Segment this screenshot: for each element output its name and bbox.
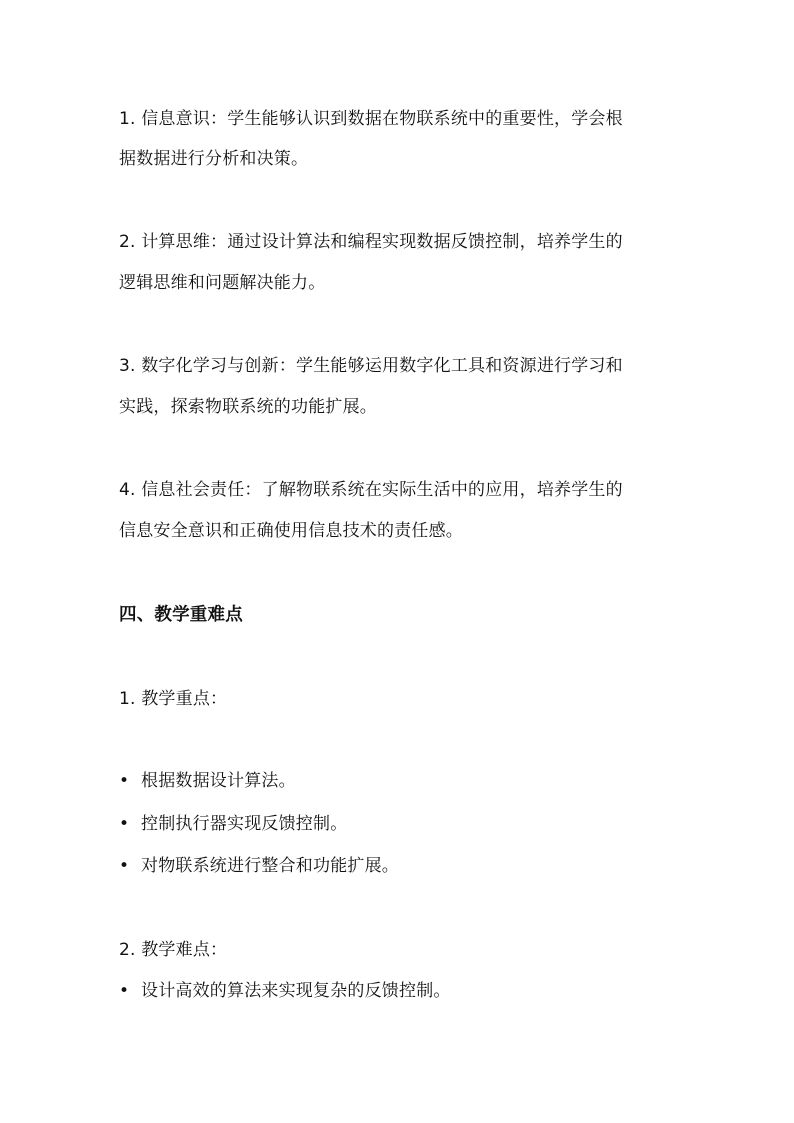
key-point-text-2: 控制执行器实现反馈控制。 xyxy=(141,814,348,834)
objective-3-line-1: 3. 数字化学习与创新：学生能够运用数字化工具和资源进行学习和 xyxy=(119,356,623,376)
bullet-icon: • xyxy=(119,771,130,791)
objective-2-line-1: 2. 计算思维：通过设计算法和编程实现数据反馈控制，培养学生的 xyxy=(119,232,623,252)
difficult-points-label: 2. 教学难点： xyxy=(119,940,228,960)
difficult-point-item-1 xyxy=(119,979,689,1003)
key-point-item-3 xyxy=(119,854,689,878)
difficult-point-text-1: 设计高效的算法来实现复杂的反馈控制。 xyxy=(141,981,451,1001)
bullet-icon: • xyxy=(119,856,130,876)
key-point-item-2 xyxy=(119,812,689,836)
key-points-label: 1. 教学重点： xyxy=(119,689,228,709)
objective-4-line-2: 信息安全意识和正确使用信息技术的责任感。 xyxy=(119,521,463,541)
key-point-text-3: 对物联系统进行整合和功能扩展。 xyxy=(141,856,399,876)
objective-1-line-1: 1. 信息意识：学生能够认识到数据在物联系统中的重要性，学会根 xyxy=(119,109,623,129)
objective-2-line-2: 逻辑思维和问题解决能力。 xyxy=(119,273,326,293)
bullet-icon: • xyxy=(119,981,130,1001)
section-heading: 四、教学重难点 xyxy=(119,605,243,625)
objective-4-line-1: 4. 信息社会责任：了解物联系统在实际生活中的应用，培养学生的 xyxy=(119,480,623,500)
key-point-text-1: 根据数据设计算法。 xyxy=(141,771,296,791)
objective-3-line-2: 实践，探索物联系统的功能扩展。 xyxy=(119,397,377,417)
bullet-icon: • xyxy=(119,814,130,834)
objective-1-line-2: 据数据进行分析和决策。 xyxy=(119,149,309,169)
key-point-item-1 xyxy=(119,769,689,793)
